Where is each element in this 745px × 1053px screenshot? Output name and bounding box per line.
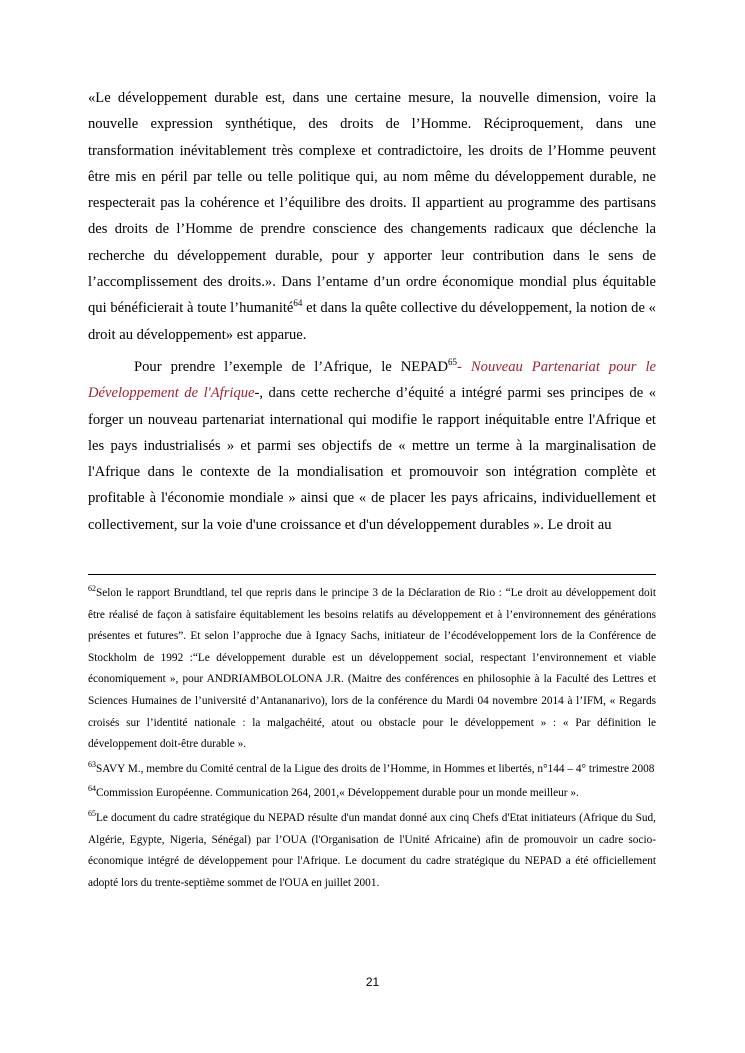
footnote-ref-65: 65 bbox=[448, 357, 458, 368]
footnotes bbox=[88, 583, 656, 897]
paragraph-2-dash: - bbox=[457, 358, 471, 375]
main-text bbox=[88, 85, 656, 538]
paragraph-1 bbox=[88, 85, 656, 348]
paragraph-1-text-a: «Le développement durable est, dans une certaine mesure, la nouvelle dimension, voire la nouvelle expression synthétique, des droits de l’Homme. Réciproquement, dans une transformation inévitablement très complexe et contradictoire, les droits de l’Homme peuvent être mis en péril par telle ou telle politique qui, au nom même du développement durable, ne respecterait pas la cohérence et l’équilibre des droits. Il appartient au programme des partisans des droits de l’Homme de prendre conscience des changements radicaux que déclenche la recherche du développement durable, pour y apporter leur contribution dans le sens de l’accomplissement des droits.». Dans l’entame d’un ordre économique mondial plus équitable qui bénéficierait à toute l’humanité bbox=[88, 90, 656, 317]
footnote-number: 65 bbox=[88, 809, 96, 819]
footnote-65 bbox=[88, 808, 656, 894]
footnote-text: Selon le rapport Brundtland, tel que repris dans le principe 3 de la Déclaration de Rio : “Le droit au développement doit être réalisé de façon à satisfaire équitablement les besoins relatifs au développement et à l’environnement des générations présentes et futures”. Et selon l’approche due à Ignacy Sachs, initiateur de l’écodéveloppement lors de la Conférence de Stockholm de 1992 :“Le développement durable est un développement social, respectant l’environnement et viable économiquement », pour ANDRIAMBOLOLONA J.R. (Maitre des conférences en philosophie à la Faculté des Lettres et Sciences Humaines de l’université d’Antananarivo), lors de la conférence du Mardi 04 novembre 2014 à l’IFM, « Regards croisés sur l’identité nationale : la malgachéité, atout ou obstacle pour le développement » : « Par définition le développement doit-être durable ». bbox=[88, 587, 656, 751]
footnote-text: Commission Européenne. Communication 264, 2001,« Développement durable pour un monde meilleur ». bbox=[96, 787, 579, 800]
footnote-ref-64: 64 bbox=[293, 298, 303, 309]
paragraph-2-text-a: Pour prendre l’exemple de l’Afrique, le NEPAD bbox=[134, 358, 449, 375]
paragraph-2-text-c: -, dans cette recherche d’équité a intégré parmi ses principes de « forger un nouveau partenariat international qui modifie le rapport inéquitable entre l'Afrique et les pays industrialisés » et parmi ses objectifs de « mettre un terme à la marginalisation de l'Afrique dans le contexte de la mondialisation et promouvoir son intégration complète et profitable à l'économie mondiale » ainsi que « de placer les pays africains, individuellement et collectivement, sur la voie d'une croissance et d'un développement durables ». Le droit au bbox=[88, 385, 656, 533]
page-number: 21 bbox=[365, 975, 380, 989]
footnote-separator bbox=[88, 574, 656, 575]
footnote-64 bbox=[88, 783, 656, 805]
footnote-number: 62 bbox=[88, 584, 96, 594]
paragraph-2 bbox=[88, 354, 656, 538]
footnote-number: 63 bbox=[88, 759, 96, 769]
nepad-full-name: Nouveau Partenariat pour le Développement de l'Afrique bbox=[88, 358, 657, 402]
footnote-63 bbox=[88, 759, 656, 781]
footnote-text: Le document du cadre stratégique du NEPAD résulte d'un mandat donné aux cinq Chefs d'Etat initiateurs (Afrique du Sud, Algérie, Egypte, Nigeria, Sénégal) par l’OUA (l'Organisation de l'Unité Africaine) afin de promouvoir un cadre socio-économique intégré de développement pour l'Afrique. Le document du cadre stratégique du NEPAD a été officiellement adopté lors du trente-septième sommet de l'OUA en juillet 2001. bbox=[88, 811, 656, 889]
footnote-text: SAVY M., membre du Comité central de la Ligue des droits de l’Homme, in Hommes et libertés, n°144 – 4° trimestre 2008 bbox=[96, 762, 655, 775]
paragraph-1-text-b: et dans la quête collective du développement, la notion de « droit au développement» est apparue. bbox=[88, 300, 656, 343]
footnote-number: 64 bbox=[88, 784, 96, 794]
footnote-62 bbox=[88, 583, 656, 756]
